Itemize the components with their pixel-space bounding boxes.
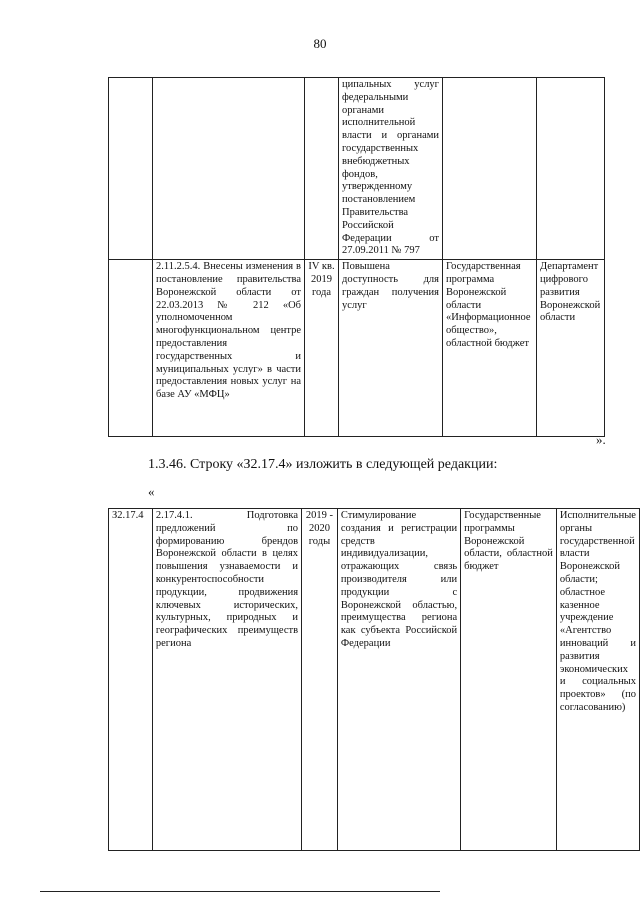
table-row	[109, 260, 605, 437]
table-row-continuation	[109, 78, 605, 260]
cell-empty	[305, 78, 339, 260]
table-row	[109, 509, 640, 851]
page-number: 80	[313, 36, 327, 51]
cell-result: Стимулирование создания и регистрации средств индивидуализации, отражающих связь производителя или продукции с Воронежской областью, преимущества региона как субъекта Российской Федерации	[337, 509, 460, 851]
amendment-heading: 1.3.46. Строку «З2.17.4» изложить в следующей редакции:	[148, 457, 498, 472]
cell-empty	[153, 78, 305, 260]
cell-measure: 2.17.4.1. Подготовка предложений по формированию брендов Воронежской области в целях повышения узнаваемости и конкурентоспособности продукции, продвижения ключевых исторических, культурных, природных и географических преимуществ региона	[152, 509, 301, 851]
cell-deadline: IV кв. 2019 года	[305, 260, 339, 437]
closing-quote: ».	[596, 432, 606, 447]
cell-empty	[109, 78, 153, 260]
cell-executor: Департамент цифрового развития Воронежской области	[537, 260, 605, 437]
cell-source: Государственные программы Воронежской области, областной бюджет	[461, 509, 557, 851]
cell-source: Государственная программа Воронежской области «Информационное общество», областной бюджет	[443, 260, 537, 437]
top-table	[108, 77, 605, 437]
cell-executor: Исполнительные органы государственной власти Воронежской области; областное казенное учреждение «Агентство инноваций и развития экономических и социальных проектов» (по согласованию)	[556, 509, 639, 851]
cell-empty	[537, 78, 605, 260]
cell-empty	[443, 78, 537, 260]
opening-quote: «	[148, 484, 155, 499]
cell-measure: 2.11.2.5.4. Внесены изменения в постановление правительства Воронежской области от 22.03.2013 № 212 «Об уполномоченном многофункциональном центре предоставления государственных и муниципальных услуг» в части предоставления новых услуг на базе АУ «МФЦ»	[153, 260, 305, 437]
cell-result-continuation: ципальных услуг федеральными органами исполнительной власти и органами государственных внебюджетных фондов, утвержденному постановлением Правительства Российской Федерации от 27.09.2011 № 797	[339, 78, 443, 260]
cell-code: З2.17.4	[109, 509, 153, 851]
footer-rule	[40, 891, 440, 892]
bottom-table	[108, 508, 640, 851]
cell-code	[109, 260, 153, 437]
cell-deadline: 2019 - 2020 годы	[302, 509, 338, 851]
cell-result: Повышена доступность для граждан получения услуг	[339, 260, 443, 437]
